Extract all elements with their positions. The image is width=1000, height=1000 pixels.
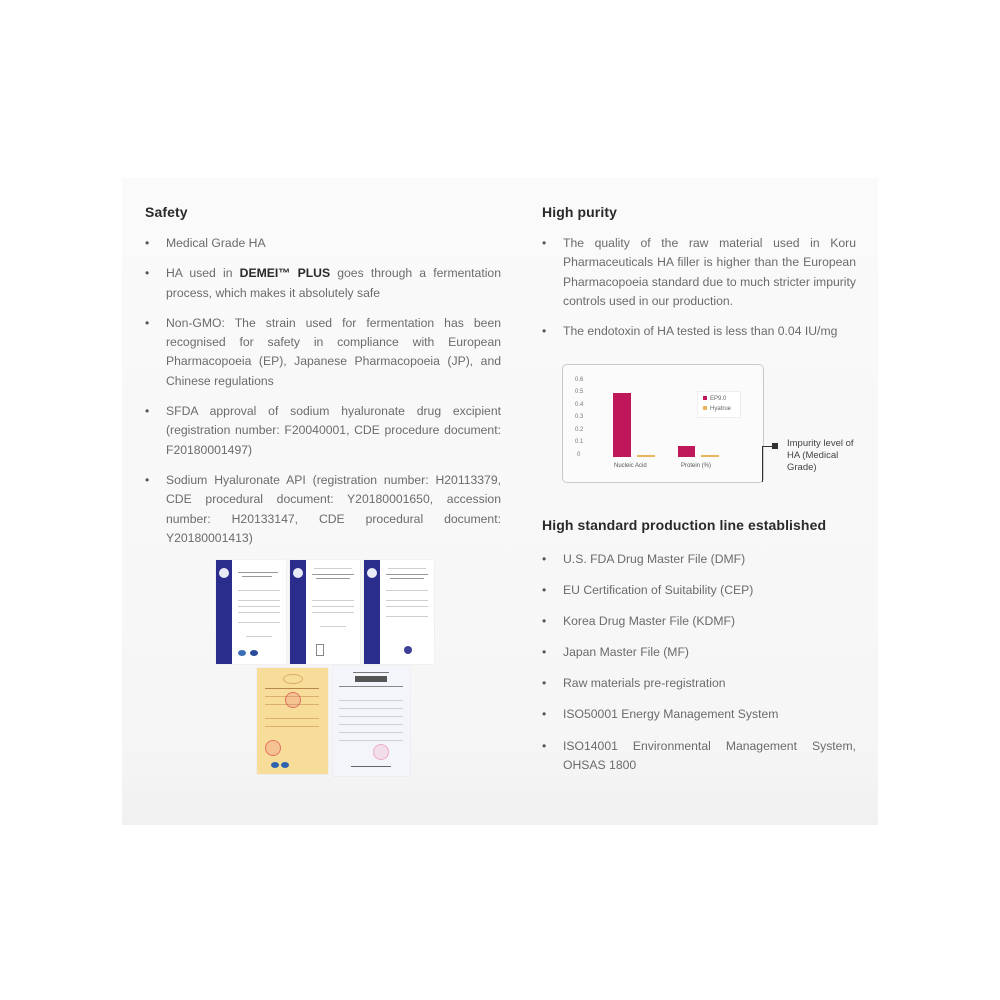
bar-ep-protein: [678, 446, 695, 457]
safety-list: [145, 234, 501, 548]
certificate-logo-icon: [367, 568, 377, 578]
certificate-logo-icon: [219, 568, 229, 578]
list-item: [145, 264, 501, 303]
certificate-image: [257, 668, 328, 774]
bar-ep-nucleic-acid: [613, 393, 631, 457]
legend-item: Hyatrue: [703, 406, 731, 412]
bar-hyatrue-protein: [701, 455, 719, 457]
chart-legend: [697, 391, 741, 418]
y-tick: 0.5: [575, 389, 584, 395]
certificate-logo-icon: [293, 568, 303, 578]
list-item-text: goes through a fermentation process, which makes it absolutely safe: [166, 266, 501, 300]
list-item: • The quality of the raw material used in Koru Pharmaceuticals HA filler is higher than the European Pharmacopoeia standard due to much stricter impurity controls used in our production.: [542, 234, 856, 311]
list-item: • ISO50001 Energy Management System: [542, 705, 856, 724]
list-item: • EU Certification of Suitability (CEP): [542, 581, 856, 600]
legend-swatch-icon: [703, 396, 707, 400]
certificate-image: [364, 560, 434, 664]
callout-marker-icon: [772, 443, 778, 449]
bar-hyatrue-nucleic-acid: [637, 455, 655, 457]
list-item: • Non-GMO: The strain used for fermentation has been recognised for safety in compliance with European Pharmacopoeia (EP), Japanese Pharmacopoeia (JP), and Chinese regulations: [145, 314, 501, 391]
y-tick: 0.6: [575, 377, 584, 383]
list-item-text: HA used in: [166, 266, 240, 281]
list-item: • SFDA approval of sodium hyaluronate drug excipient (registration number: F20040001, CDE procedure document: F20180001497): [145, 402, 501, 460]
list-item: • Korea Drug Master File (KDMF): [542, 612, 856, 631]
list-item: • U.S. FDA Drug Master File (DMF): [542, 550, 856, 569]
x-label: Protein (%): [681, 463, 712, 469]
certificate-image: [216, 560, 286, 664]
certificate-image: [333, 666, 410, 776]
callout-connector: [762, 446, 763, 482]
seal-icon: [265, 740, 281, 756]
list-item: • Medical Grade HA: [145, 234, 501, 253]
impurity-bar-chart: [562, 364, 764, 483]
legend-item: EP9.0: [703, 396, 726, 402]
purity-heading: High purity: [542, 204, 617, 220]
y-tick: 0.1: [575, 439, 584, 445]
list-item: • Japan Master File (MF): [542, 643, 856, 662]
purity-list: [542, 234, 856, 341]
y-tick: 0.3: [575, 414, 584, 420]
list-item: • ISO14001 Environmental Management System, OHSAS 1800: [542, 737, 856, 776]
seal-icon: [285, 692, 301, 708]
y-tick: 0.2: [575, 427, 584, 433]
y-tick: 0: [577, 452, 581, 458]
list-item: • Sodium Hyaluronate API (registration number: H20113379, CDE procedural document: Y20180001650, accession number: H20133147, CDE procedural document: Y20180001413): [145, 471, 501, 548]
x-label: Nucleic Acid: [614, 463, 647, 469]
brand-name: DEMEI™ PLUS: [239, 266, 331, 281]
list-item: • Raw materials pre-registration: [542, 674, 856, 693]
safety-section: [145, 204, 501, 559]
legend-swatch-icon: [703, 406, 707, 410]
production-heading: High standard production line established: [542, 517, 827, 533]
chart-callout-label: Impurity level of HA (Medical Grade): [787, 438, 854, 473]
production-list: [542, 550, 856, 787]
safety-heading: Safety: [145, 204, 188, 220]
list-item: • The endotoxin of HA tested is less than 0.04 IU/mg: [542, 322, 856, 341]
certificate-image: [290, 560, 360, 664]
purity-section: [542, 204, 856, 352]
seal-icon: [373, 744, 389, 760]
y-tick: 0.4: [575, 402, 584, 408]
